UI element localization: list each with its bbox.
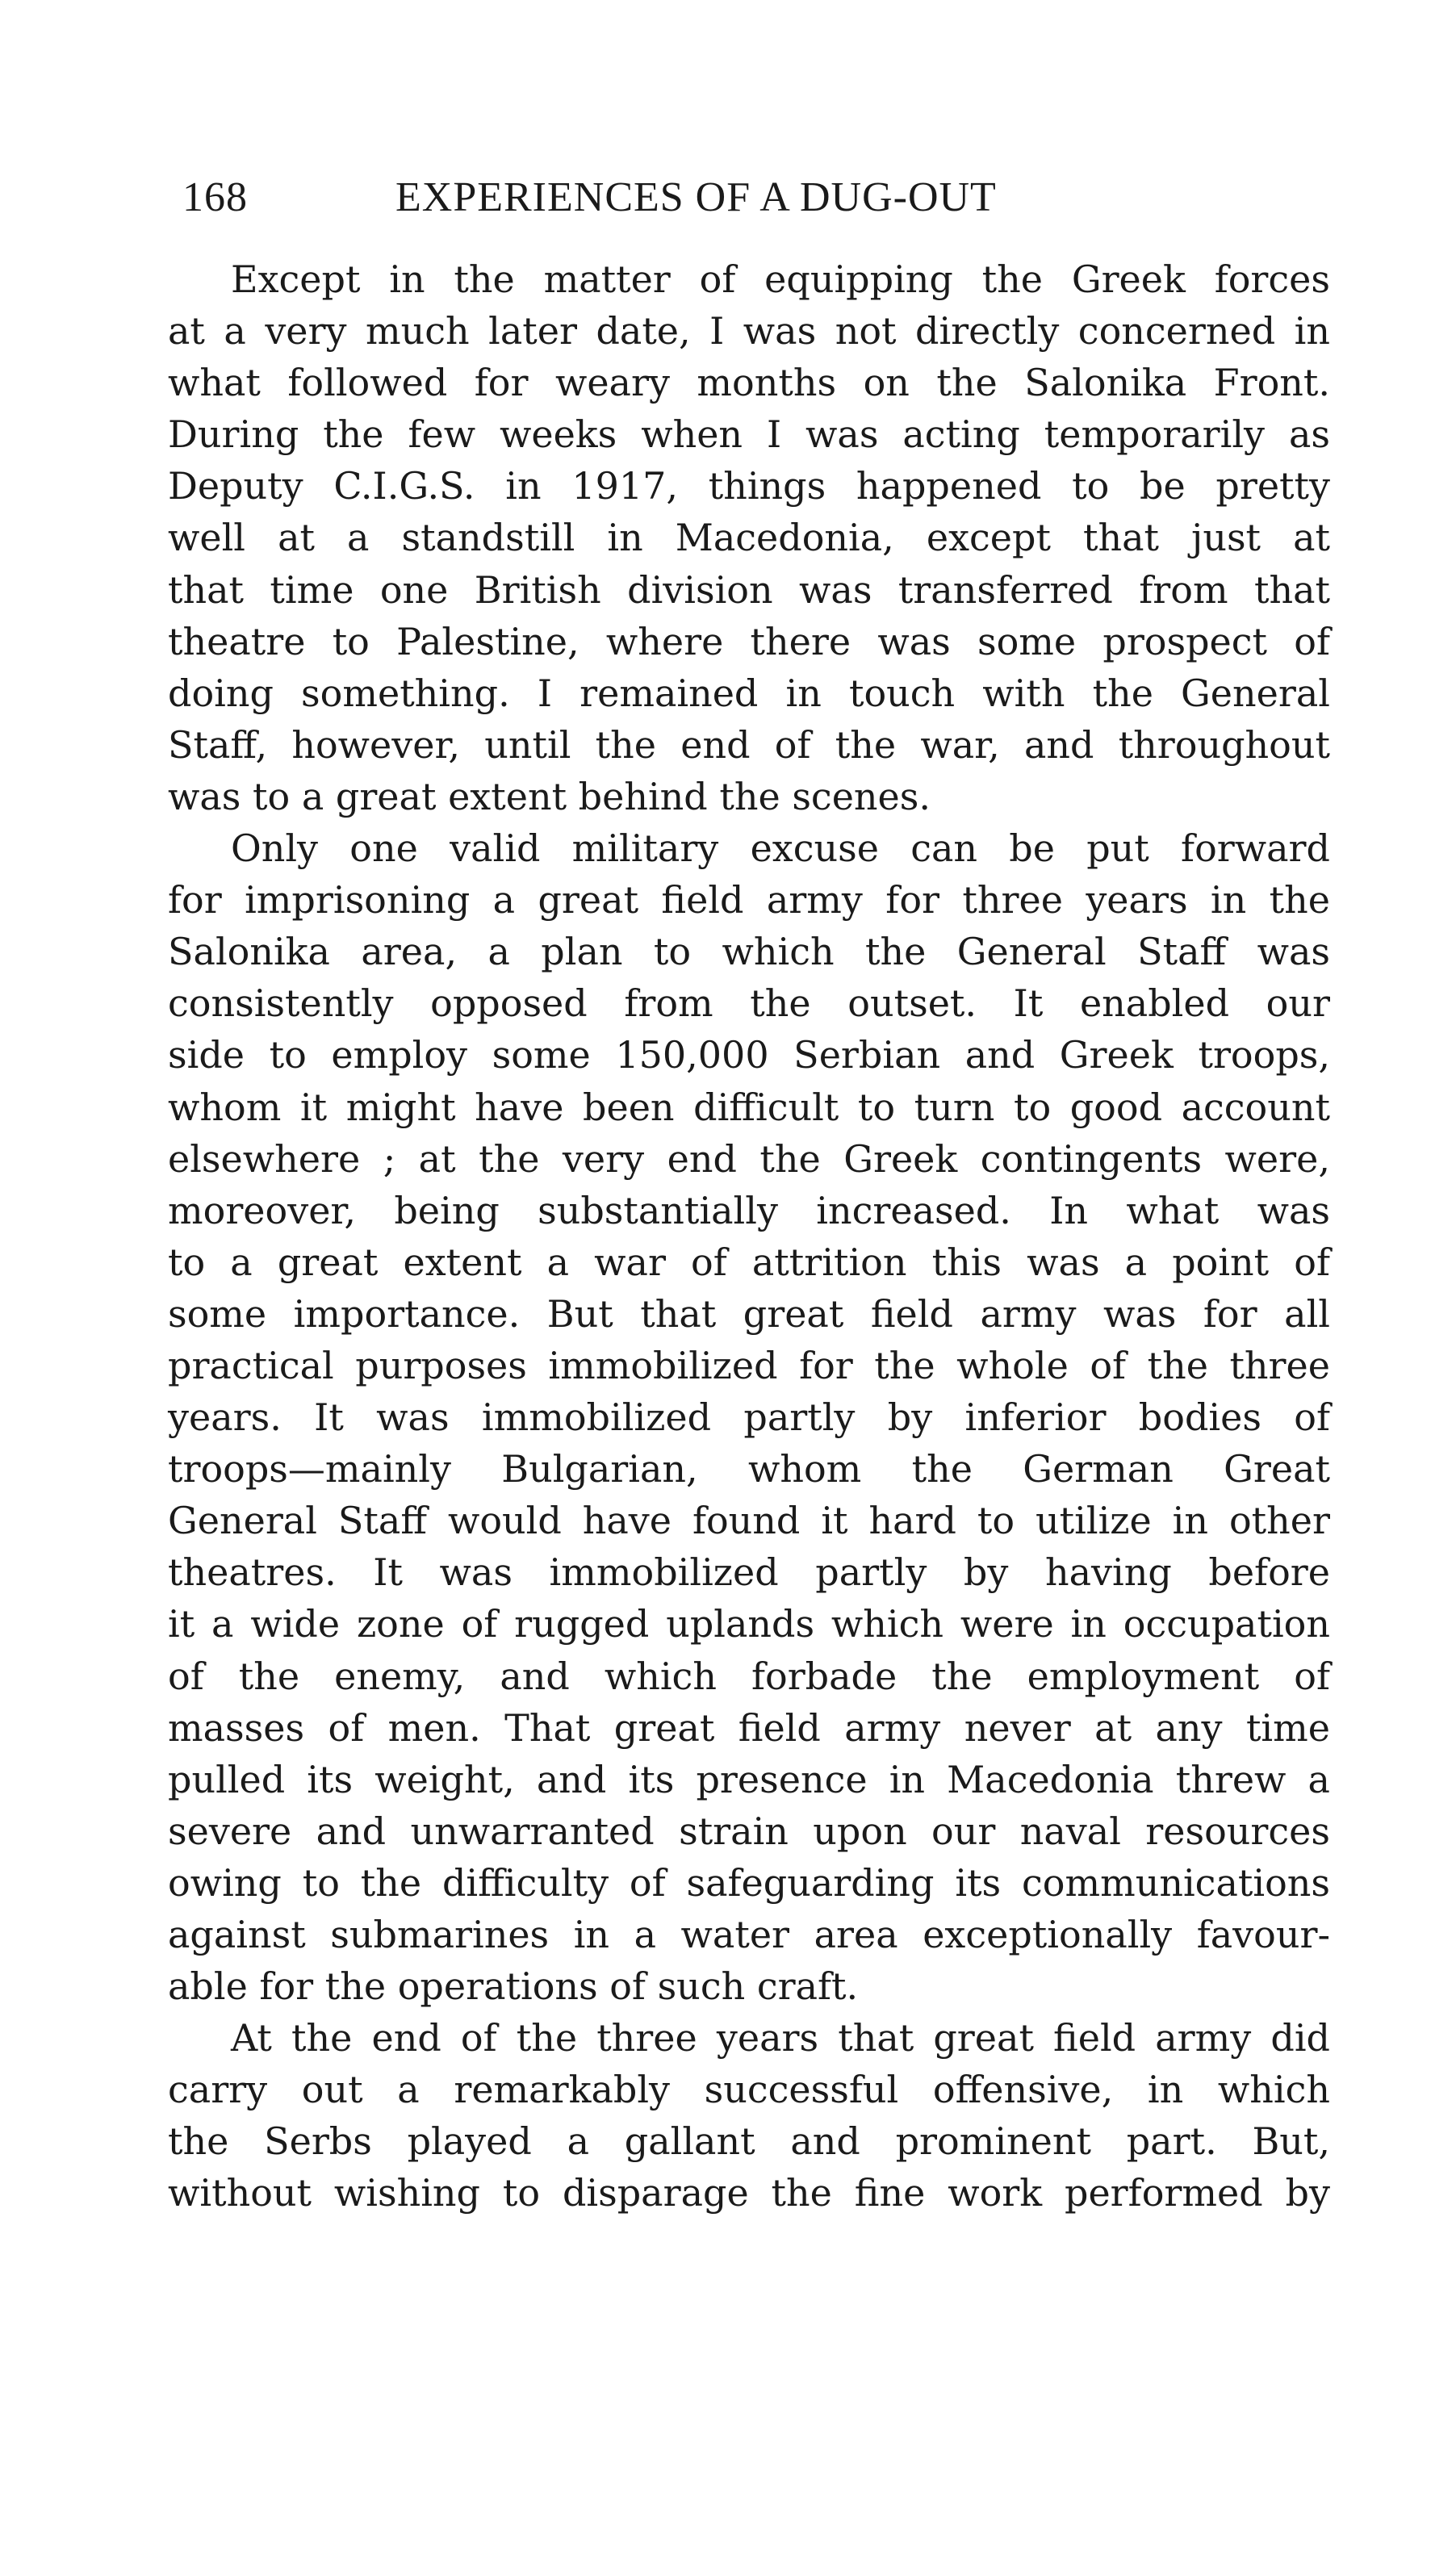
paragraph-1 [168, 253, 1330, 822]
running-title: EXPERIENCES OF A DUG-OUT [395, 174, 997, 220]
text-line: some importance. But that great field army was for all [168, 1291, 1330, 1336]
body-text [168, 253, 1330, 2219]
text-line: side to employ some 150,000 Serbian and Greek troops, [168, 1033, 1330, 1077]
text-line: Only one valid military excuse can be put forward [231, 826, 1330, 871]
text-line: Staff, however, until the end of the war, and throughout [168, 722, 1330, 767]
text-line: years. It was immobilized partly by inferior bodies of [168, 1395, 1330, 1440]
text-line: At the end of the three years that great field army did [231, 2016, 1330, 2060]
text-line: without wishing to disparage the fine work performed by [168, 2171, 1330, 2215]
page-number: 168 [182, 174, 248, 220]
text-line: owing to the difficulty of safeguarding its communications [168, 1860, 1330, 1905]
text-line: pulled its weight, and its presence in Macedonia threw a [168, 1757, 1330, 1801]
text-line: Deputy C.I.G.S. in 1917, things happened to be pretty [168, 464, 1330, 508]
text-line: Salonika area, a plan to which the General Staff was [168, 930, 1330, 974]
text-line: During the few weeks when I was acting temporarily as [168, 412, 1330, 457]
text-line: well at a standstill in Macedonia, except that just at [168, 516, 1330, 560]
paragraph-2 [168, 822, 1330, 2012]
text-line: at a very much later date, I was not directly concerned in [168, 309, 1330, 353]
text-line: of the enemy, and which forbade the employment of [168, 1654, 1330, 1698]
text-line: was to a great extent behind the scenes. [168, 774, 931, 818]
text-line: that time one British division was transferred from that [168, 567, 1330, 612]
paragraph-3 [168, 2012, 1330, 2219]
text-line: masses of men. That great field army never at any time [168, 1705, 1330, 1750]
text-line: carry out a remarkably successful offensive, in which [168, 2068, 1330, 2112]
text-line: theatres. It was immobilized partly by having before [168, 1550, 1330, 1595]
text-line: doing something. I remained in touch with the General [168, 671, 1330, 715]
text-line: troops—mainly Bulgarian, whom the German Great [168, 1447, 1330, 1491]
text-line: moreover, being substantially increased. In what was [168, 1188, 1330, 1232]
text-line: the Serbs played a gallant and prominent part. But, [168, 2119, 1330, 2164]
text-line: severe and unwarranted strain upon our naval resources [168, 1809, 1330, 1853]
text-line: it a wide zone of rugged uplands which were in occupation [168, 1602, 1330, 1646]
text-line: what followed for weary months on the Salonika Front. [168, 361, 1330, 405]
text-line: consistently opposed from the outset. It enabled our [168, 981, 1330, 1026]
text-line: practical purposes immobilized for the whole of the three [168, 1343, 1330, 1387]
text-line: whom it might have been difficult to turn to good account [168, 1085, 1330, 1129]
text-line: Except in the matter of equipping the Greek forces [231, 257, 1330, 301]
text-line: able for the operations of such craft. [168, 1964, 859, 2009]
text-line: General Staff would have found it hard to utilize in other [168, 1499, 1330, 1543]
text-line: elsewhere ; at the very end the Greek contingents were, [168, 1136, 1330, 1181]
text-line: for imprisoning a great field army for three years in the [168, 878, 1330, 922]
page-header [182, 169, 1312, 226]
text-line: against submarines in a water area exceptionally favour- [168, 1913, 1330, 1956]
text-line: theatre to Palestine, where there was some prospect of [168, 619, 1330, 663]
text-line: to a great extent a war of attrition this was a point of [168, 1240, 1330, 1284]
